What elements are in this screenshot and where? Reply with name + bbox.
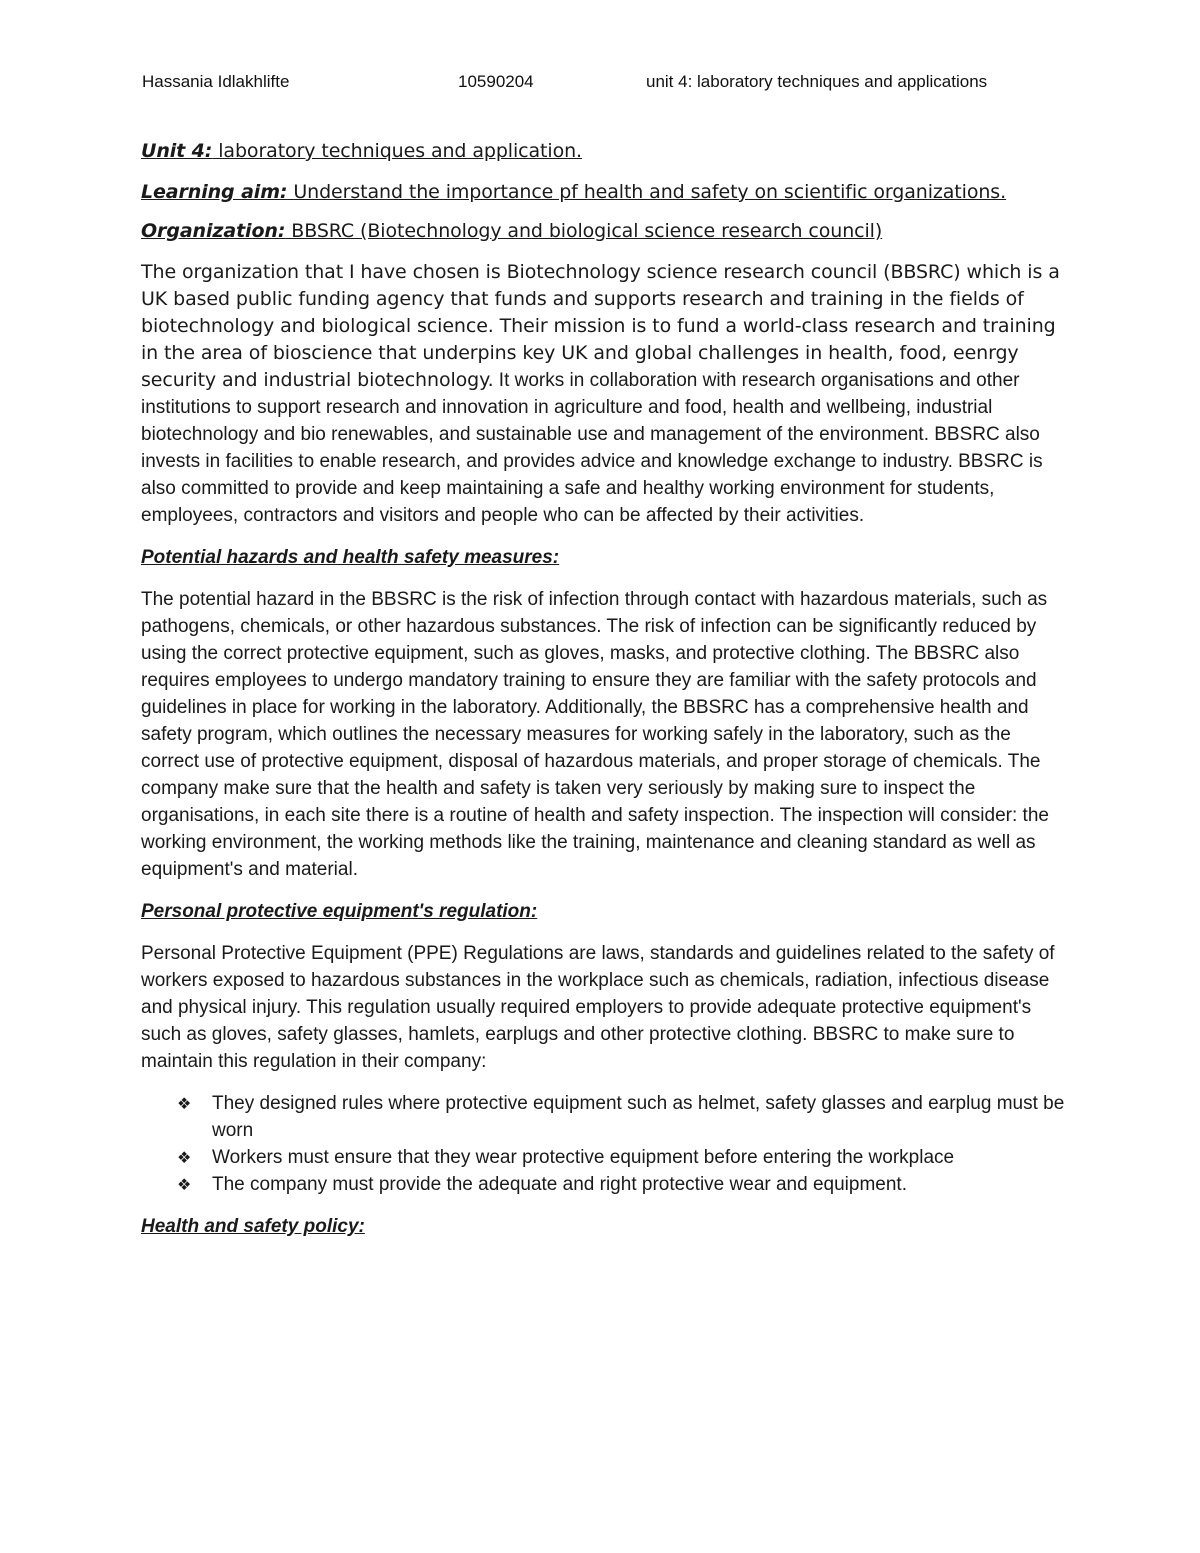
list-item-text: Workers must ensure that they wear protective equipment before entering the workplace xyxy=(212,1147,955,1168)
learning-aim-line xyxy=(141,179,1066,206)
list-item xyxy=(141,1171,1066,1198)
document-body xyxy=(141,138,1066,1255)
list-item-text: They designed rules where protective equipment such as helmet, safety glasses and earplug must be worn xyxy=(212,1093,1065,1141)
header-author-name: Hassania Idlakhlifte xyxy=(142,72,290,91)
organization-line xyxy=(141,218,1066,245)
diamond-bullet-icon: ❖ xyxy=(177,1175,192,1194)
diamond-bullet-icon: ❖ xyxy=(177,1148,192,1167)
intro-paragraph-part1: The organization that I have chosen is Biotechnology science research council (BBSRC) which is a UK based public funding agency that funds and supports research and training in the fields of biotechnology and biological science. Their mission is to fund a world-class research and training in the area of bioscience that underpins key UK and global challenges in health, food, eenrgy security and industrial biotechnology. xyxy=(141,261,1060,391)
unit-label: Unit 4: xyxy=(141,140,213,162)
organization-text: BBSRC (Biotechnology and biological science research council) xyxy=(285,220,883,242)
ppe-paragraph: Personal Protective Equipment (PPE) Regulations are laws, standards and guidelines related to the safety of workers exposed to hazardous substances in the workplace such as chemicals, radiation, infectious disease and physical injury. This regulation usually required employers to provide adequate protective equipment's such as gloves, safety glasses, hamlets, earplugs and other protective clothing. BBSRC to make sure to maintain this regulation in their company: xyxy=(141,943,1055,1072)
ppe-section-title: Personal protective equipment's regulation: xyxy=(141,901,538,922)
list-item xyxy=(141,1090,1066,1144)
list-item-text: The company must provide the adequate and right protective wear and equipment. xyxy=(212,1174,907,1195)
intro-paragraph-part2: It works in collaboration with research organisations and other institutions to support research and innovation in agriculture and food, health and wellbeing, industrial biotechnology and bio renewables, and sustainable use and management of the environment. BBSRC also invests in facilities to enable research, and provides advice and knowledge exchange to industry. BBSRC is also committed to provide and keep maintaining a safe and healthy working environment for students, employees, contractors and visitors and people who can be affected by their activities. xyxy=(141,370,1043,526)
organization-label: Organization: xyxy=(141,220,286,242)
unit-line xyxy=(141,138,1066,165)
hazards-section-title: Potential hazards and health safety measures: xyxy=(141,547,560,568)
list-item xyxy=(141,1144,1066,1171)
learning-aim-label: Learning aim: xyxy=(141,181,288,203)
learning-aim-text: Understand the importance pf health and safety on scientific organizations. xyxy=(287,181,1007,203)
header-student-id: 10590204 xyxy=(458,72,534,91)
hazards-paragraph: The potential hazard in the BBSRC is the risk of infection through contact with hazardous materials, such as pathogens, chemicals, or other hazardous substances. The risk of infection can be significantly reduced by using the correct protective equipment, such as gloves, masks, and protective clothing. The BBSRC also requires employees to undergo mandatory training to ensure they are familiar with the safety protocols and guidelines in place for working in the laboratory. Additionally, the BBSRC has a comprehensive health and safety program, which outlines the necessary measures for working safely in the laboratory, such as the correct use of protective equipment, disposal of hazardous materials, and proper storage of chemicals. The company make sure that the health and safety is taken very seriously by making sure to inspect the organisations, in each site there is a routine of health and safety inspection. The inspection will consider: the working environment, the working methods like the training, maintenance and cleaning standard as well as equipment's and material. xyxy=(141,589,1049,880)
page-header xyxy=(142,72,1062,100)
ppe-bullet-list xyxy=(141,1090,1066,1198)
unit-text: laboratory techniques and application. xyxy=(212,140,582,162)
diamond-bullet-icon: ❖ xyxy=(177,1094,192,1113)
policy-section-title: Health and safety policy: xyxy=(141,1216,365,1237)
header-unit-title: unit 4: laboratory techniques and applications xyxy=(646,72,988,91)
intro-paragraph xyxy=(141,259,1066,529)
